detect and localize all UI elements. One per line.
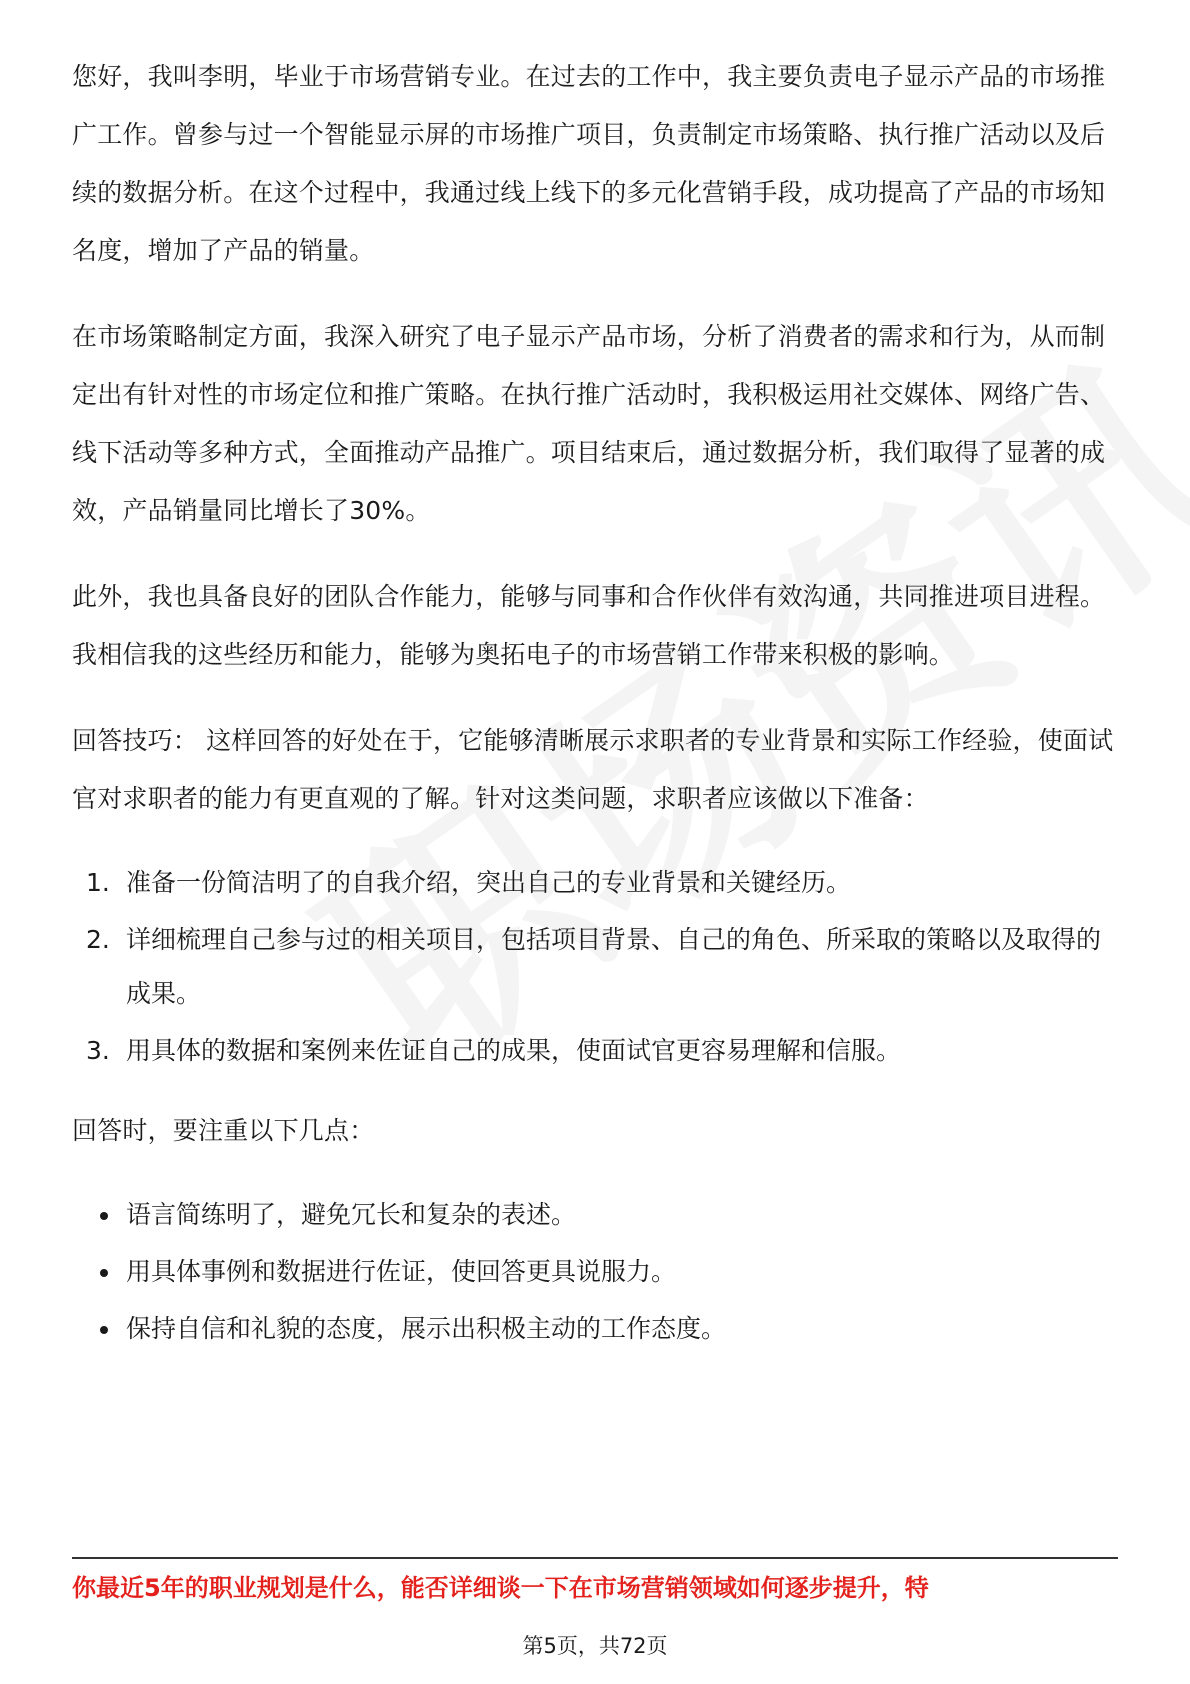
list-number: 1. — [86, 868, 110, 897]
paragraph-strategy: 在市场策略制定方面，我深入研究了电子显示产品市场，分析了消费者的需求和行为，从而制定出有针对性的市场定位和推广策略。在执行推广活动时，我积极运用社交媒体、网络广告、线下活动等多种方式，全面推动产品推广。项目结束后，通过数据分析，我们取得了显著的成效，产品销量同比增长了30%。 — [72, 322, 1106, 525]
list-item — [72, 1245, 1118, 1299]
list-item — [72, 1188, 1118, 1242]
list-number: 2. — [86, 925, 110, 954]
paragraph-tips: 回答技巧： 这样回答的好处在于，它能够清晰展示求职者的专业背景和实际工作经验，使面试官对求职者的能力有更直观的了解。针对这类问题，求职者应该做以下准备： — [72, 726, 1114, 813]
list-item-text: 保持自信和礼貌的态度，展示出积极主动的工作态度。 — [126, 1314, 727, 1343]
list-item — [72, 856, 1118, 910]
section-divider — [72, 1557, 1118, 1559]
list-item-text: 用具体事例和数据进行佐证，使回答更具说服力。 — [126, 1257, 677, 1286]
next-question-heading: 你最近5年的职业规划是什么，能否详细谈一下在市场营销领域如何逐步提升，特 — [72, 1574, 929, 1602]
list-item-text: 语言简练明了，避免冗长和复杂的表述。 — [126, 1200, 577, 1229]
bullet-icon — [100, 1212, 108, 1220]
list-item-text: 准备一份简洁明了的自我介绍，突出自己的专业背景和关键经历。 — [126, 868, 852, 897]
page-footer: 第5页，共72页 — [522, 1634, 668, 1658]
list-item-text: 用具体的数据和案例来佐证自己的成果，使面试官更容易理解和信服。 — [126, 1036, 902, 1065]
document-body — [72, 48, 1118, 1380]
bullet-icon — [100, 1269, 108, 1277]
list-item — [72, 1302, 1118, 1356]
list-number: 3. — [86, 1036, 110, 1065]
numbered-list — [72, 856, 1118, 1078]
bullet-icon — [100, 1326, 108, 1334]
list-item — [72, 913, 1118, 1021]
paragraph-intro: 您好，我叫李明，毕业于市场营销专业。在过去的工作中，我主要负责电子显示产品的市场推广工作。曾参与过一个智能显示屏的市场推广项目，负责制定市场策略、执行推广活动以及后续的数据分析。在这个过程中，我通过线上线下的多元化营销手段，成功提高了产品的市场知名度，增加了产品的销量。 — [72, 62, 1106, 265]
list-item — [72, 1024, 1118, 1078]
paragraph-teamwork: 此外，我也具备良好的团队合作能力，能够与同事和合作伙伴有效沟通，共同推进项目进程。我相信我的这些经历和能力，能够为奥拓电子的市场营销工作带来积极的影响。 — [72, 582, 1106, 669]
bullet-list — [72, 1188, 1118, 1356]
paragraph-points-intro: 回答时，要注重以下几点： — [72, 1116, 375, 1145]
list-item-text: 详细梳理自己参与过的相关项目，包括项目背景、自己的角色、所采取的策略以及取得的成果。 — [126, 925, 1102, 1008]
